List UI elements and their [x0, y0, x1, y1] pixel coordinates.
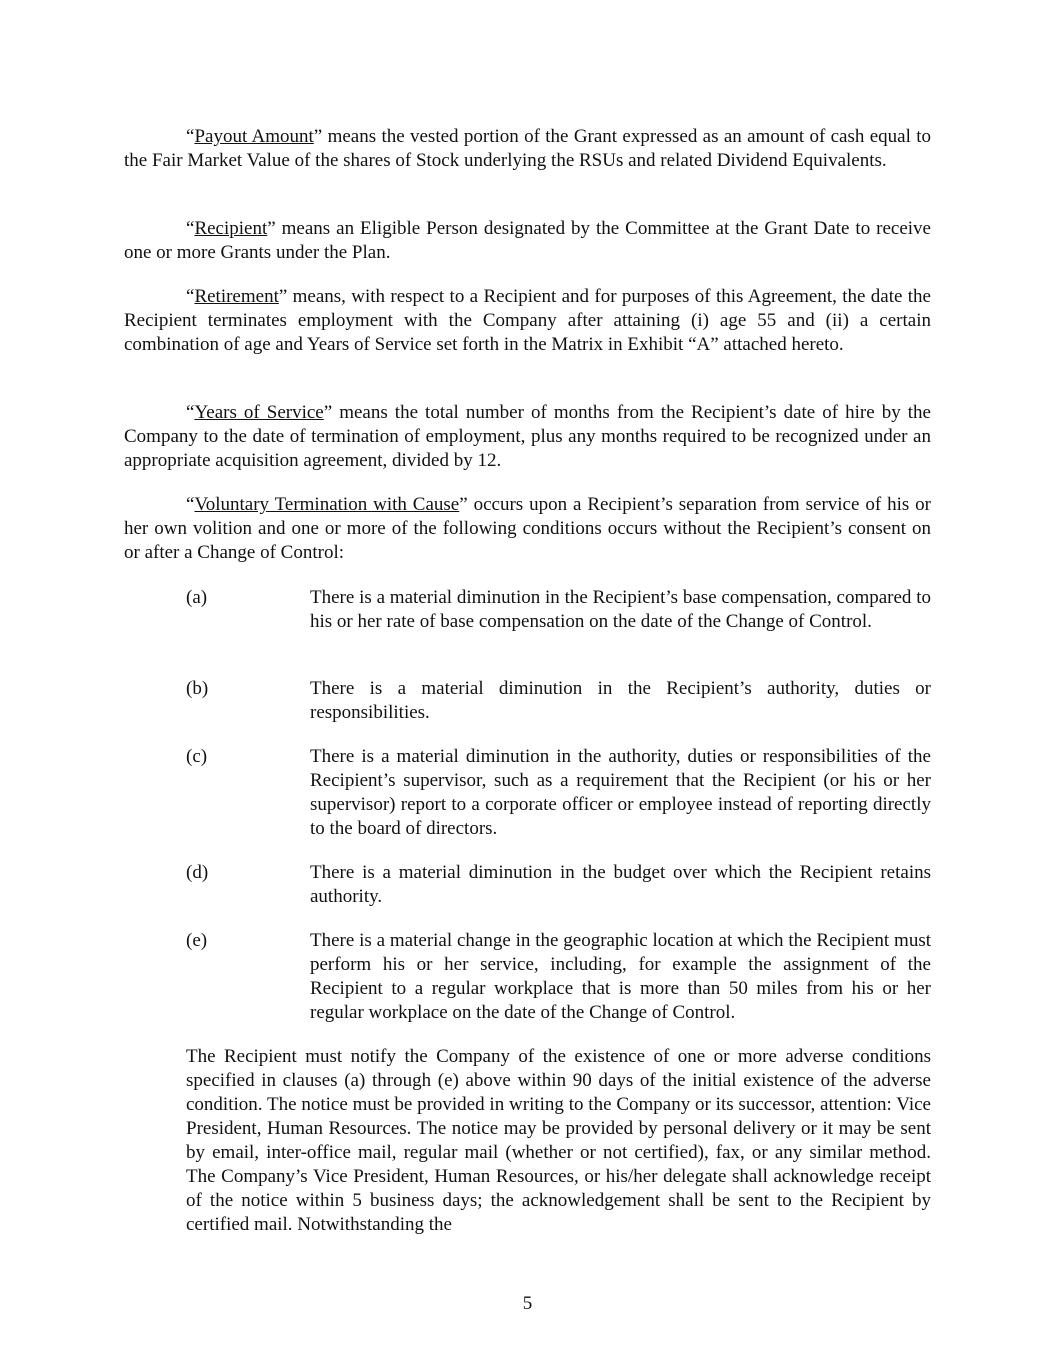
clause-d — [186, 861, 931, 909]
open-quote: “ — [186, 402, 195, 423]
defined-term-recipient: Recipient — [194, 218, 268, 239]
clause-label: (b) — [186, 678, 209, 699]
definition-text: ” means the vested portion of the Grant expressed as an amount of cash equal to the Fair Market Value of the shares of Stock underlying the RSUs and related Dividend Equivalents. — [124, 126, 931, 171]
clause-text: There is a material diminution in the budget over which the Recipient retains authority. — [310, 862, 931, 907]
defined-term-voluntary-termination: Voluntary Termination with Cause — [194, 494, 460, 515]
clause-label: (a) — [186, 587, 208, 608]
clause-a — [186, 586, 931, 634]
clause-label: (c) — [186, 746, 208, 767]
definition-text: ” means the total number of months from the Recipient’s date of hire by the Company to the date of termination of employment, plus any months required to be recognized under an appropriate acquisition agreement, divided by 12. — [124, 402, 931, 471]
open-quote: “ — [186, 126, 195, 147]
clause-b — [186, 677, 931, 725]
definition-text: ” means an Eligible Person designated by the Committee at the Grant Date to receive one or more Grants under the Plan. — [124, 218, 931, 263]
open-quote: “ — [186, 218, 195, 239]
definition-payout-amount — [124, 125, 931, 173]
notice-paragraph: The Recipient must notify the Company of the existence of one or more adverse conditions specified in clauses (a) through (e) above within 90 days of the initial existence of the adverse condition. The notice must be provided in writing to the Company or its successor, attention: Vice President, Human Resources. The notice may be provided by personal delivery or it may be sent by email, inter-office mail, regular mail (whether or not certified), fax, or any similar method. The Company’s Vice President, Human Resources, or his/her delegate shall acknowledge receipt of the notice within 5 business days; the acknowledgement shall be sent to the Recipient by certified mail. Notwithstanding the — [186, 1046, 931, 1235]
defined-term-payout-amount: Payout Amount — [194, 126, 314, 147]
clause-text: There is a material diminution in the Recipient’s base compensation, compared to his or her rate of base compensation on the date of the Change of Control. — [310, 587, 931, 632]
clause-text: There is a material change in the geographic location at which the Recipient must perform his or her service, including, for example the assignment of the Recipient to a regular workplace that is more than 50 miles from his or her regular workplace on the date of the Change of Control. — [310, 930, 931, 1023]
clause-c — [186, 745, 931, 841]
definition-voluntary-termination — [124, 493, 931, 565]
open-quote: “ — [186, 286, 195, 307]
definition-recipient — [124, 217, 931, 265]
definition-years-of-service — [124, 401, 931, 473]
definition-text: ” means, with respect to a Recipient and for purposes of this Agreement, the date the Recipient terminates employment with the Company after attaining (i) age 55 and (ii) a certain combination of age and Years of Service set forth in the Matrix in Exhibit “A” attached hereto. — [124, 286, 931, 355]
clause-e — [186, 929, 931, 1025]
clause-text: There is a material diminution in the authority, duties or responsibilities of the Recipient’s supervisor, such as a requirement that the Recipient (or his or her supervisor) report to a corporate officer or employee instead of reporting directly to the board of directors. — [310, 746, 931, 839]
clause-label: (e) — [186, 930, 208, 951]
defined-term-retirement: Retirement — [194, 286, 279, 307]
clause-text: There is a material diminution in the Recipient’s authority, duties or responsibilities. — [310, 678, 931, 723]
defined-term-years-of-service: Years of Service — [194, 402, 324, 423]
definition-text: ” occurs upon a Recipient’s separation from service of his or her own volition and one or more of the following conditions occurs without the Recipient’s consent on or after a Change of Control: — [124, 494, 932, 563]
clause-label: (d) — [186, 862, 209, 883]
page-number: 5 — [522, 1293, 533, 1314]
open-quote: “ — [186, 494, 195, 515]
definition-retirement — [124, 285, 931, 357]
